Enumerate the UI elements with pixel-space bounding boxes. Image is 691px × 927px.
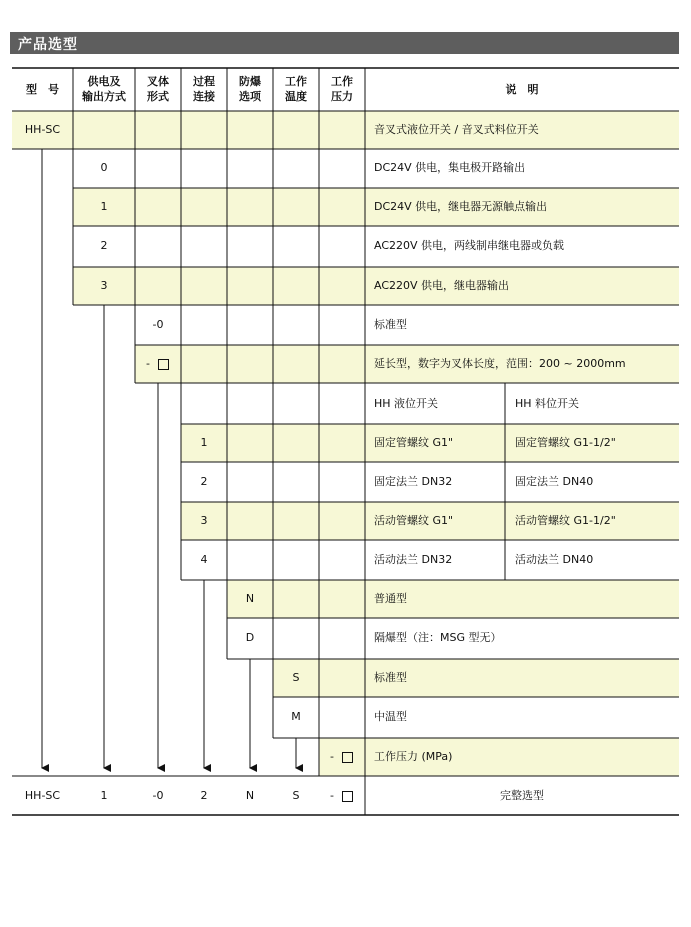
temp-code-s: S [292, 671, 300, 684]
conn-code-1: 1 [200, 436, 208, 449]
conn-head-liquid: HH 液位开关 [374, 397, 439, 410]
example-model: HH-SC [24, 789, 61, 802]
pressure-box-icon [342, 752, 353, 763]
header-power-line1: 供电及 [87, 75, 121, 88]
conn-liquid-4: 活动法兰 DN32 [374, 553, 453, 566]
fork-desc-standard: 标准型 [374, 318, 407, 331]
conn-material-3: 活动管螺纹 G1-1/2" [515, 514, 616, 527]
header-explosion-line2: 选项 [239, 90, 261, 103]
fork-length-box-icon [158, 359, 169, 370]
conn-head-material: HH 料位开关 [515, 397, 580, 410]
conn-code-2: 2 [200, 475, 208, 488]
header-explosion-line1: 防爆 [239, 75, 261, 88]
header-process-line2: 连接 [193, 90, 215, 103]
explosion-code-d: D [245, 631, 255, 644]
power-desc-0: DC24V 供电，集电极开路输出 [374, 161, 526, 174]
power-desc-1: DC24V 供电，继电器无源触点输出 [374, 200, 548, 213]
conn-material-2: 固定法兰 DN40 [515, 475, 594, 488]
header-fork-line1: 叉体 [147, 75, 169, 88]
example-pressure: - [330, 789, 334, 802]
header-power-line2: 输出方式 [82, 90, 126, 103]
temp-code-m: M [291, 710, 301, 723]
fork-code-extended: - [146, 357, 150, 370]
section-title: 产品选型 [18, 37, 78, 53]
temp-desc-s: 标准型 [374, 671, 407, 684]
power-code-0: 0 [100, 161, 108, 174]
header-pressure-line1: 工作 [331, 75, 353, 88]
power-code-1: 1 [100, 200, 108, 213]
conn-liquid-1: 固定管螺纹 G1" [374, 436, 454, 449]
example-temp: S [292, 789, 300, 802]
model-desc: 音叉式液位开关 / 音叉式料位开关 [374, 123, 539, 136]
conn-material-1: 固定管螺纹 G1-1/2" [515, 436, 616, 449]
fork-code-standard: -0 [152, 318, 164, 331]
example-pressure-box-icon [342, 791, 353, 802]
conn-code-3: 3 [200, 514, 208, 527]
example-desc: 完整选型 [500, 789, 544, 802]
pressure-desc: 工作压力 (MPa) [374, 750, 453, 763]
explosion-desc-d: 隔爆型（注：MSG 型无） [374, 631, 502, 644]
header-pressure-line2: 压力 [331, 90, 353, 103]
header-desc: 说 明 [505, 83, 539, 96]
temp-desc-m: 中温型 [374, 710, 407, 723]
power-desc-3: AC220V 供电，继电器输出 [374, 279, 510, 292]
header-fork-line2: 形式 [147, 90, 169, 103]
example-power: 1 [100, 789, 108, 802]
conn-code-4: 4 [200, 553, 208, 566]
header-temp-line1: 工作 [285, 75, 307, 88]
header-model: 型 号 [26, 83, 59, 96]
fork-desc-extended: 延长型，数字为叉体长度，范围：200 ~ 2000mm [374, 357, 626, 370]
header-temp-line2: 温度 [285, 90, 307, 103]
example-process: 2 [200, 789, 208, 802]
explosion-desc-n: 普通型 [374, 592, 407, 605]
conn-material-4: 活动法兰 DN40 [515, 553, 594, 566]
header-process-line1: 过程 [193, 75, 215, 88]
explosion-code-n: N [245, 592, 255, 605]
conn-liquid-2: 固定法兰 DN32 [374, 475, 453, 488]
conn-liquid-3: 活动管螺纹 G1" [374, 514, 454, 527]
power-desc-2: AC220V 供电，两线制串继电器或负载 [374, 239, 565, 252]
model-code: HH-SC [24, 123, 61, 136]
power-code-3: 3 [100, 279, 108, 292]
example-explosion: N [245, 789, 255, 802]
power-code-2: 2 [100, 239, 108, 252]
example-fork: -0 [152, 789, 164, 802]
pressure-code: - [330, 750, 334, 763]
